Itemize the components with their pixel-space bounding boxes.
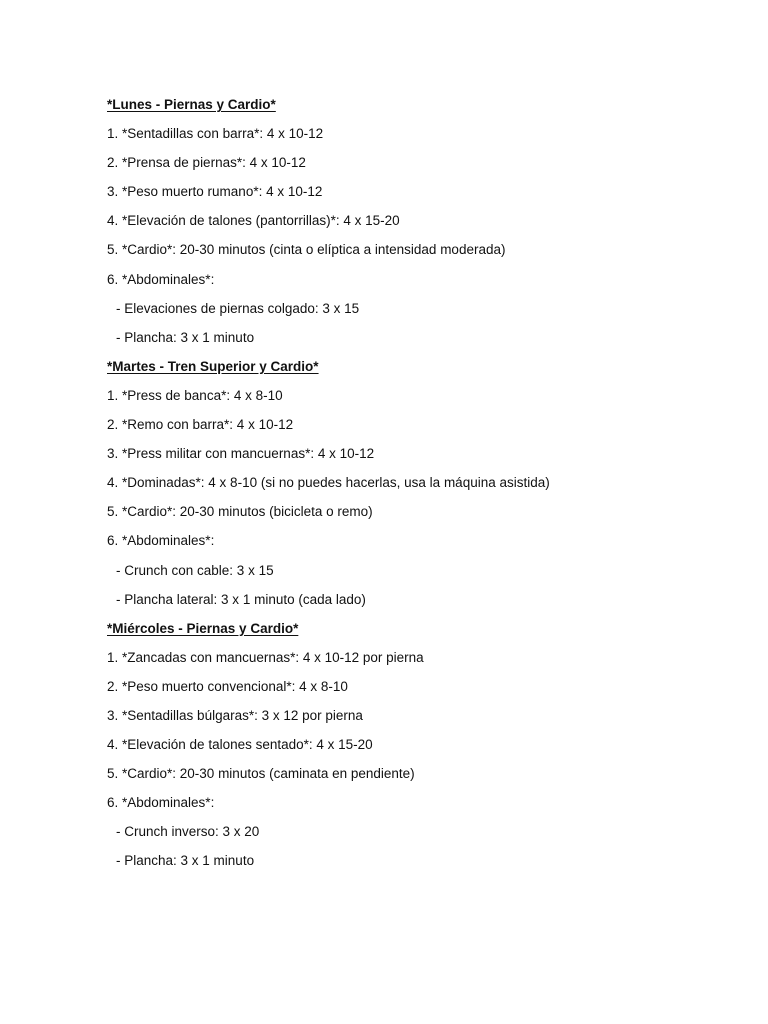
abdominal-subitem: - Plancha lateral: 3 x 1 minuto (cada lado) xyxy=(116,591,366,607)
exercise-item: 3. *Press militar con mancuernas*: 4 x 10-12 xyxy=(107,446,375,462)
abdominal-subitem: - Crunch con cable: 3 x 15 xyxy=(116,562,274,578)
exercise-item: 2. *Peso muerto convencional*: 4 x 8-10 xyxy=(107,678,348,694)
exercise-item: 5. *Cardio*: 20-30 minutos (bicicleta o remo) xyxy=(107,504,373,520)
exercise-item: 6. *Abdominales*: xyxy=(107,533,215,549)
section-miercoles xyxy=(107,614,727,876)
exercise-item: 6. *Abdominales*: xyxy=(107,271,215,287)
exercise-item: 1. *Zancadas con mancuernas*: 4 x 10-12 por pierna xyxy=(107,649,424,665)
document-body xyxy=(107,90,727,876)
exercise-item: 5. *Cardio*: 20-30 minutos (cinta o elíptica a intensidad moderada) xyxy=(107,242,506,258)
abdominal-subitem: - Plancha: 3 x 1 minuto xyxy=(116,853,255,869)
exercise-item: 1. *Press de banca*: 4 x 8-10 xyxy=(107,387,283,403)
exercise-item: 2. *Remo con barra*: 4 x 10-12 xyxy=(107,417,294,433)
exercise-item: 1. *Sentadillas con barra*: 4 x 10-12 xyxy=(107,126,324,142)
exercise-item: 2. *Prensa de piernas*: 4 x 10-12 xyxy=(107,155,306,171)
section-heading: *Miércoles - Piernas y Cardio* xyxy=(107,620,299,636)
abdominal-subitem: - Plancha: 3 x 1 minuto xyxy=(116,329,255,345)
exercise-item: 6. *Abdominales*: xyxy=(107,795,215,811)
exercise-item: 4. *Elevación de talones (pantorrillas)*: 4 x 15-20 xyxy=(107,213,400,229)
section-lunes xyxy=(107,90,727,352)
exercise-item: 4. *Dominadas*: 4 x 8-10 (si no puedes hacerlas, usa la máquina asistida) xyxy=(107,475,550,491)
exercise-item: 4. *Elevación de talones sentado*: 4 x 15-20 xyxy=(107,737,373,753)
abdominal-subitem: - Crunch inverso: 3 x 20 xyxy=(116,824,260,840)
exercise-item: 3. *Peso muerto rumano*: 4 x 10-12 xyxy=(107,184,323,200)
section-heading: *Martes - Tren Superior y Cardio* xyxy=(107,358,319,374)
exercise-item: 3. *Sentadillas búlgaras*: 3 x 12 por pierna xyxy=(107,707,363,723)
exercise-item: 5. *Cardio*: 20-30 minutos (caminata en pendiente) xyxy=(107,766,415,782)
section-martes xyxy=(107,352,727,614)
abdominal-subitem: - Elevaciones de piernas colgado: 3 x 15 xyxy=(116,300,360,316)
section-heading: *Lunes - Piernas y Cardio* xyxy=(107,97,276,112)
